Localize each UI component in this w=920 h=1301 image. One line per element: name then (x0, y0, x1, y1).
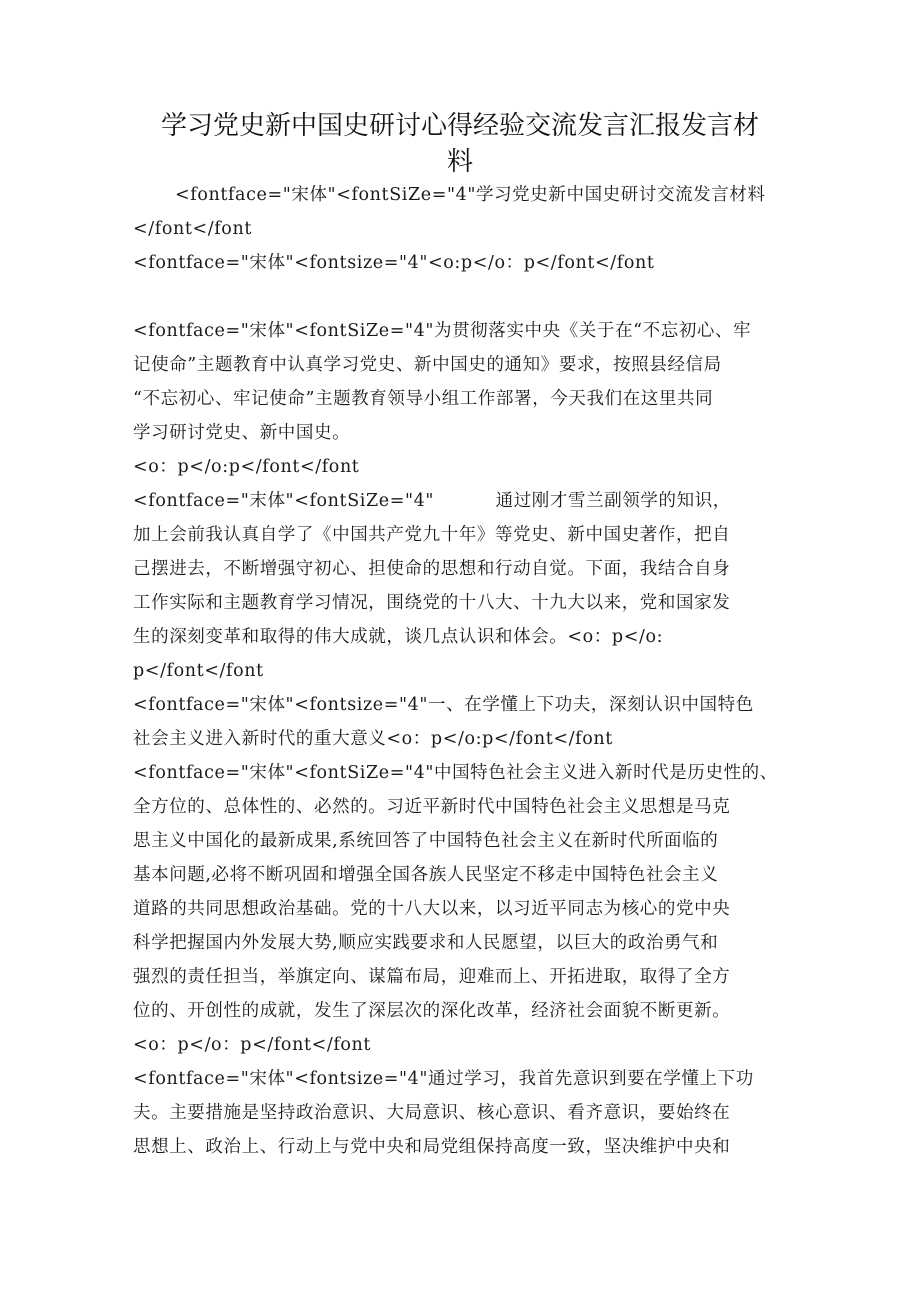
text-line: 加上会前我认真自学了《中国共产党九十年》等党史、新中国史著作，把自 (133, 525, 731, 545)
text-line: <fontface="宋体"<fontSiZe="4"学习党史新中国史研讨交流发言材料 (175, 185, 766, 205)
text-line: p</font</font (133, 661, 264, 681)
text-line: 位的、开创性的成就，发生了深层次的深化改革，经济社会面貌不断更新。 (133, 1001, 731, 1021)
text-line: </font</font (133, 219, 252, 239)
text-line: <fontface="宋体"<fontSiZe="4"为贯彻落实中央《关于在“不忘初心、牢 (133, 321, 752, 341)
text-line: <fontface="宋体"<fontsize="4"一、在学懂上下功夫，深刻认识中国特色 (133, 695, 754, 715)
text-line: <fontface="末体"<fontSiZe="4" 通过刚才雪兰副领学的知识， (133, 491, 731, 511)
text-line: 思想上、政治上、行动上与党中央和局党组保持高度一致，坚决维护中央和 (133, 1137, 731, 1157)
text-line: 基本问题,必将不断巩固和增强全国各族人民坚定不移走中国特色社会主义 (133, 865, 719, 885)
text-line: <fontface="宋体"<fontSiZe="4"中国特色社会主义进入新时代是历史性的、 (133, 763, 778, 783)
text-line: “不忘初心、牢记使命”主题教育领导小组工作部署，今天我们在这里共同 (133, 389, 714, 409)
text-line: 道路的共同思想政治基础。党的十八大以来，以习近平同志为核心的党中央 (133, 899, 731, 919)
text-line: 生的深刻变革和取得的伟大成就，谈几点认识和体会。<o：p</o: (133, 627, 664, 647)
text-line: 全方位的、总体性的、必然的。习近平新时代中国特色社会主义思想是马克 (133, 797, 731, 817)
text-line: <o：p</o：p</font</font (133, 1035, 372, 1055)
text-line: 己摆进去，不断增强守初心、担使命的思想和行动自觉。下面，我结合自身 (133, 559, 731, 579)
text-line: <fontface="宋体"<fontsize="4"<o:p</o：p</font</font (133, 253, 655, 273)
blank-line (133, 280, 813, 314)
text-line: 科学把握国内外发展大势,顺应实践要求和人民愿望，以巨大的政治勇气和 (133, 933, 719, 953)
text-line: 社会主义进入新时代的重大意义<o：p</o:p</font</font (133, 729, 613, 749)
text-line: 夫。主要措施是坚持政治意识、大局意识、核心意识、看齐意识，要始终在 (133, 1103, 731, 1123)
text-line: 工作实际和主题教育学习情况，围绕党的十八大、十九大以来，党和国家发 (133, 593, 731, 613)
text-line: 思主义中国化的最新成果,系统回答了中国特色社会主义在新时代所面临的 (133, 831, 719, 851)
text-line: <fontface="宋体"<fontsize="4"通过学习，我首先意识到要在学懂上下功 (133, 1069, 754, 1089)
text-line: 学习研讨党史、新中国史。 (133, 423, 351, 443)
text-line: 记使命”主题教育中认真学习党史、新中国史的通知》要求，按照县经信局 (133, 355, 722, 375)
text-line: <o：p</o:p</font</font (133, 457, 360, 477)
document-body (133, 178, 813, 1164)
document-title: 学习党史新中国史研讨心得经验交流发言汇报发言材料 (160, 111, 759, 177)
text-line: 强烈的责任担当，举旗定向、谋篇布局，迎难而上、开拓进取，取得了全方 (133, 967, 731, 987)
